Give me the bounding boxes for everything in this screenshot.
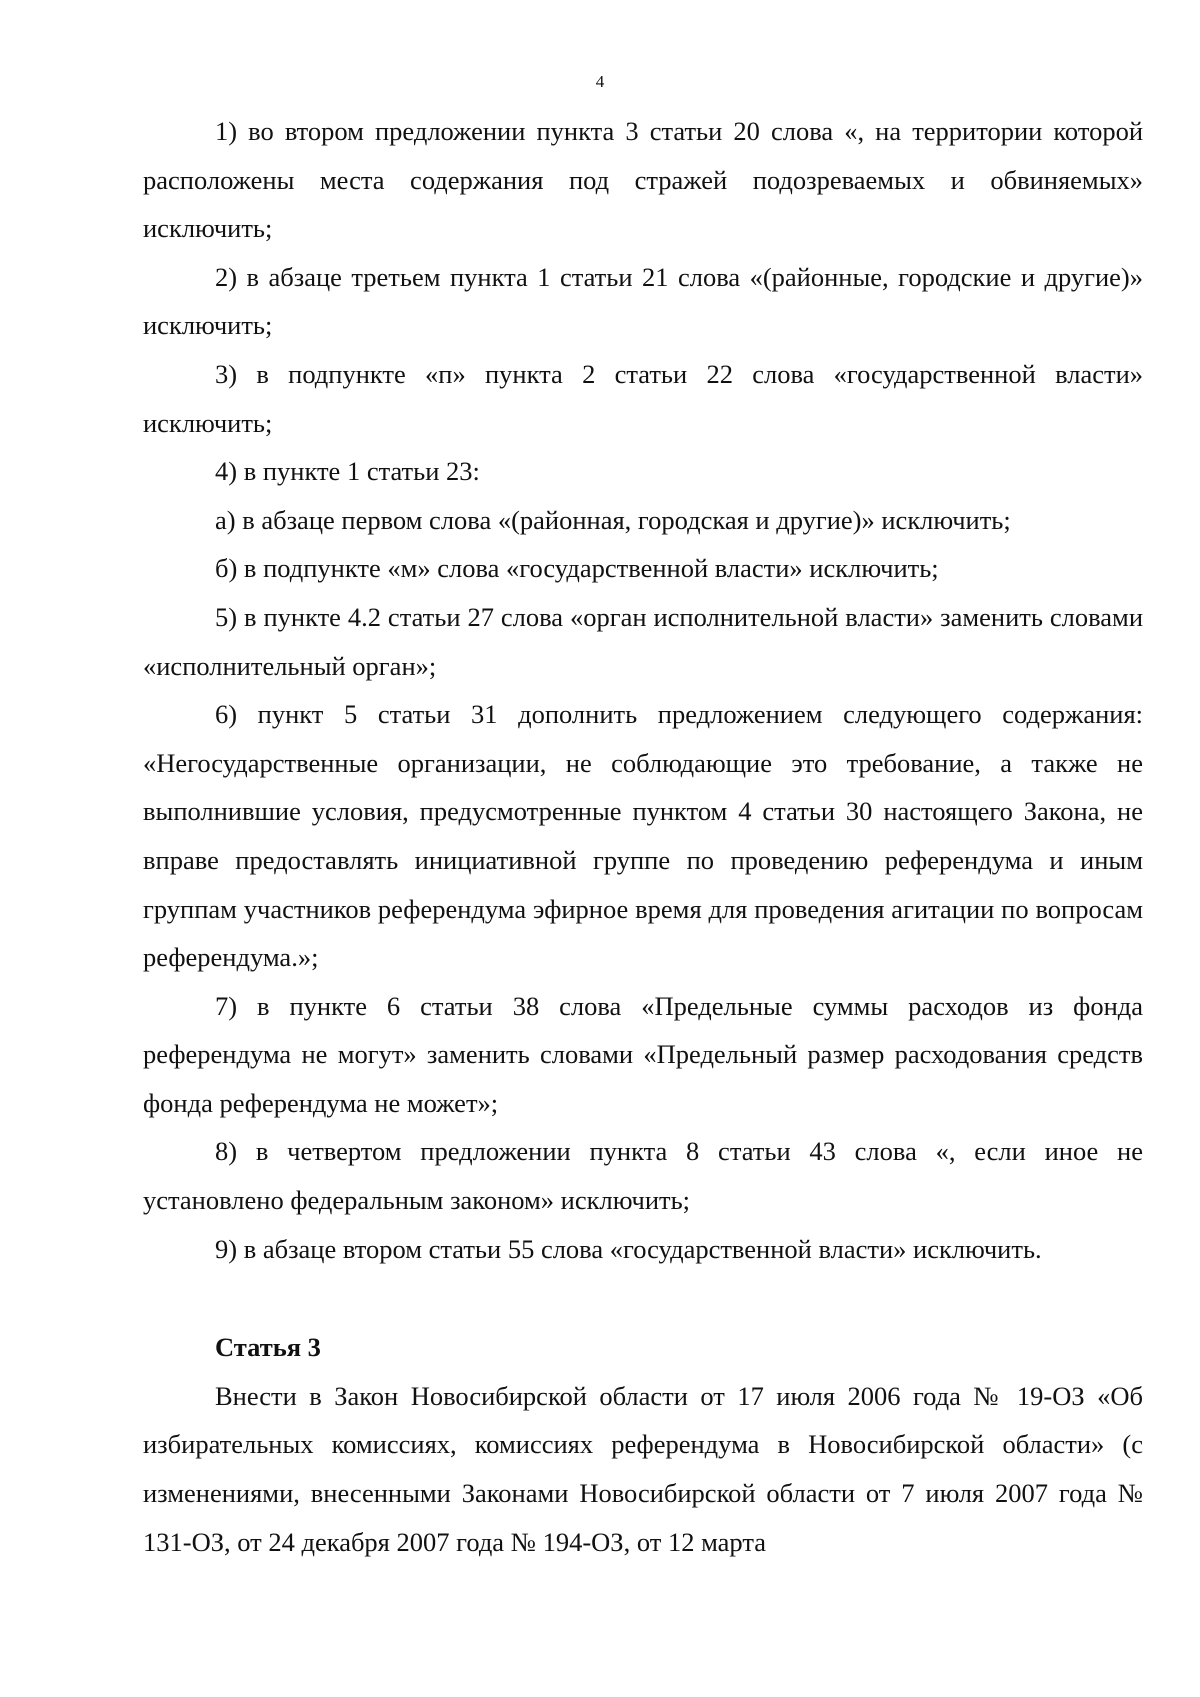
page-number: 4 xyxy=(595,72,605,91)
section-spacer xyxy=(143,1273,1143,1323)
amendment-subitem-b: б) в подпункте «м» слова «государственной власти» исключить; xyxy=(215,553,939,584)
amendment-item-9: 9) в абзаце втором статьи 55 слова «государственной власти» исключить. xyxy=(215,1233,1042,1264)
amendment-subitem-a: а) в абзаце первом слова «(районная, городская и другие)» исключить; xyxy=(215,504,1011,535)
amendment-item-8: 8) в четвертом предложении пункта 8 статьи 43 слова «, если иное не установлено федеральным законом» исключить; xyxy=(143,1136,1143,1216)
amendment-item-1: 1) во втором предложении пункта 3 статьи 20 слова «, на территории которой расположены места содержания под стражей подозреваемых и обвиняемых» исключить; xyxy=(143,116,1143,244)
article-text: Внести в Закон Новосибирской области от 17 июля 2006 года № 19-ОЗ «Об избирательных комиссиях, комиссиях референдума в Новосибирской области» (с изменениями, внесенными Законами Новосибирской области от 7 июля 2007 года № 131-ОЗ, от 24 декабря 2007 года № 194-ОЗ, от 12 марта xyxy=(143,1380,1143,1557)
amendment-item-7: 7) в пункте 6 статьи 38 слова «Предельные суммы расходов из фонда референдума не могут» заменить словами «Предельный размер расходования средств фонда референдума не может»; xyxy=(143,990,1143,1118)
amendment-item-3: 3) в подпункте «п» пункта 2 статьи 22 слова «государственной власти» исключить; xyxy=(143,358,1143,438)
amendment-item-5: 5) в пункте 4.2 статьи 27 слова «орган исполнительной власти» заменить словами «исполнительный орган»; xyxy=(143,601,1143,681)
document-body xyxy=(143,107,1143,1566)
amendment-item-6: 6) пункт 5 статьи 31 дополнить предложением следующего содержания: «Негосударственные организации, не соблюдающие это требование, а также не выполнившие условия, предусмотренные пунктом 4 статьи 30 настоящего Закона, не вправе предоставлять инициативной группе по проведению референдума и иным группам участников референдума эфирное время для проведения агитации по вопросам референдума.»; xyxy=(143,699,1143,973)
amendment-item-2: 2) в абзаце третьем пункта 1 статьи 21 слова «(районные, городские и другие)» исключить; xyxy=(143,261,1143,341)
amendment-item-4: 4) в пункте 1 статьи 23: xyxy=(215,456,480,487)
article-heading: Статья 3 xyxy=(215,1332,321,1363)
